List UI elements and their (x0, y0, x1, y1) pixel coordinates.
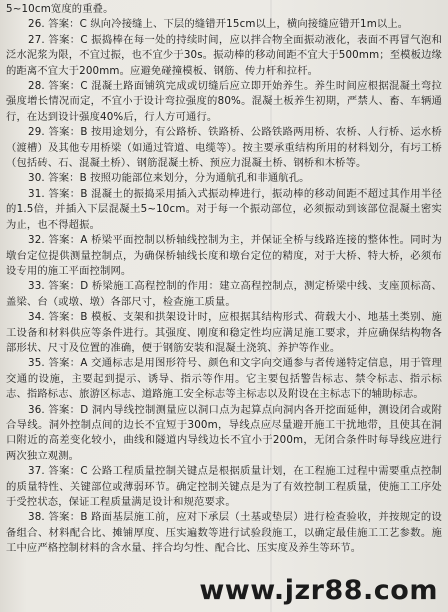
answer-paragraph: 28. 答案：C 混凝土路面铺筑完成或切缝后应立即开始养生。养生时间应根据混凝土弯拉强度增长情况而定，不宜小于设计弯拉强度的80%。混凝土板养生初期，严禁人、畜、车辆通行，在达到设计强度40%后，行人方可通行。 (6, 80, 442, 123)
answer-paragraph: 37. 答案：C 公路工程质量控制关键点是根据质量计划，在工程施工过程中需要重点控制的质量特性、关键部位或薄弱环节。确定控制关键点是为了有效控制工程质量，使施工工序处于受控状态，保证工程质量满足设计和规范要求。 (6, 465, 442, 508)
answer-paragraph: 34. 答案：B 模板、支架和拱架设计时，应根据其结构形式、荷载大小、地基土类别、施工设备和材料供应等条件进行。其强度、刚度和稳定性均应满足施工要求，并应确保结构物各部形状、尺寸及位置的准确，便于钢筋安装和混凝土浇筑、养护等作业。 (6, 311, 442, 354)
answer-paragraph: 33. 答案：D 桥梁施工高程控制的作用：建立高程控制点，测定桥梁中线、支座顶标高、盖梁、台（或墩、墩）各部尺寸，检查施工质量。 (6, 280, 442, 308)
site-watermark: www.jzr88.com (199, 575, 438, 606)
answer-paragraph: 38. 答案：B 路面基层施工前，应对下承层（土基或垫层）进行检查验收，并按规定的设备组合、材料配合比、摊铺厚度、压实遍数等进行试验段施工，以确定最佳施工工艺参数。施工中应严格控制材料的含水量、拌合均匀性、配合比、压实度及养生等环节。 (6, 511, 442, 555)
page-footer (0, 575, 448, 608)
continuation-paragraph: 5~10cm宽度的重叠。 (6, 3, 114, 15)
answer-paragraph: 30. 答案：B 按照功能部位来划分，分为通航孔和非通航孔。 (28, 172, 310, 185)
answer-paragraph: 31. 答案：B 混凝土的振捣采用插入式振动棒进行，振动棒的移动间距不超过其作用半径的1.5倍，并插入下层混凝土5~10cm。对于每一个振动部位，必须振动到该部位混凝土密实为止，也不得超振。 (6, 187, 442, 231)
answer-text-block (6, 2, 442, 557)
answer-paragraph: 26. 答案：C 纵向冷接缝上、下层的缝错开15cm以上，横向接缝应错开1m以上。 (28, 18, 409, 31)
answer-paragraph: 35. 答案：A 交通标志是用图形符号、颜色和文字向交通参与者传递特定信息，用于管理交通的设施，主要起到提示、诱导、指示等作用。它主要包括警告标志、禁令标志、指示标志、指路标志、旅游区标志、道路施工安全标志等主标志以及附设在主标志下的辅助标志。 (6, 357, 442, 401)
answer-paragraph: 32. 答案：A 桥梁平面控制以桥轴线控制为主，并保证全桥与线路连接的整体性。同时为墩台定位提供测量控制点，为确保桥轴线长度和墩台定位的精度，对于大桥、特大桥，必须布设专用的施工平面控制网。 (6, 234, 442, 277)
answer-paragraph: 29. 答案：B 按用途划分，有公路桥、铁路桥、公路铁路两用桥、农桥、人行桥、运水桥（渡槽）及其他专用桥梁（如通过管道、电缆等）。按主要承重结构所用的材料划分，有圬工桥（包括砖、石、混凝土桥）、钢筋混凝土桥、预应力混凝土桥、钢桥和木桥等。 (6, 126, 442, 170)
answer-paragraph: 36. 答案：D 洞内导线控制测量应以洞口点为起算点向洞内各开挖面延伸，测设闭合或附合导线。洞外控制点间的边长不宜短于300m，导线点应尽量避开施工干扰地带，且使其在洞口附近的高差变化较小，曲线和隧道内导线边长不宜小于200m，无闭合条件时每导线应进行两次独立观测。 (6, 403, 442, 462)
answer-paragraph: 27. 答案：C 振捣棒在每一处的持续时间，应以拌合物全面振动液化，表面不再冒气泡和泛水泥浆为限，不宜过振，也不宜少于30s。振动棒的移动间距不宜大于500mm；至模板边缘的距离不宜大于200mm。应避免碰撞模板、钢筋、传力杆和拉杆。 (6, 33, 442, 77)
